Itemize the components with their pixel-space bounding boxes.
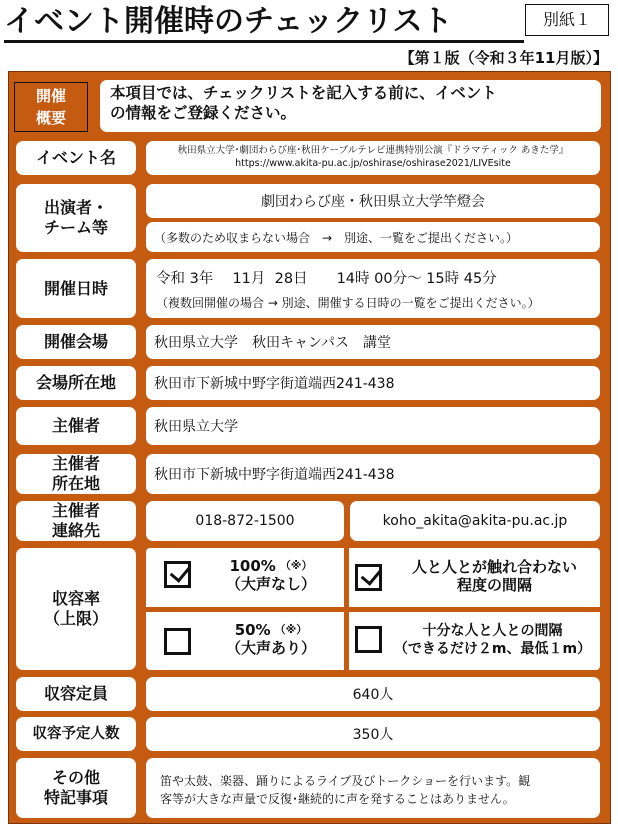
capacity-rate-label — [16, 548, 136, 670]
other-notes-label-line2: 特記事項 — [43, 788, 108, 807]
overview-label — [14, 82, 88, 132]
capacity-rate-label-line2: （上限） — [43, 609, 108, 628]
performers-label — [16, 184, 136, 252]
option-50-percent[interactable] — [146, 612, 344, 670]
option-50-percent-condition: （大声あり） — [225, 639, 316, 657]
organizer-address-label — [16, 454, 136, 494]
option-sufficient-spacing-line2: （できるだけ２m、最低１m） — [393, 641, 592, 657]
other-notes-field[interactable] — [146, 758, 600, 818]
checkbox-50-percent[interactable] — [164, 628, 191, 655]
capacity-rate-options — [146, 548, 600, 670]
event-name-value: 秋田県立大学･劇団わらび座･秋田ケーブルテレビ連携特別公演『ドラマティック あきた学』 — [177, 145, 569, 156]
organizer-email-field[interactable]: koho_akita@akita-pu.ac.jp — [350, 501, 600, 541]
venue-address-label: 会場所在地 — [16, 366, 136, 400]
performers-field[interactable]: 劇団わらび座・秋田県立大学竿燈会 — [146, 184, 600, 218]
option-50-percent-mark: （※） — [274, 623, 308, 636]
expected-attendance-label: 収容予定人数 — [16, 717, 136, 751]
option-100-percent-condition: （大声なし） — [225, 575, 316, 593]
other-notes-label-line1: その他 — [51, 768, 100, 787]
performers-label-line2: チーム等 — [43, 218, 108, 237]
organizer-address-label-line2: 所在地 — [51, 474, 100, 493]
organizer-contact-label — [16, 501, 136, 541]
venue-label: 開催会場 — [16, 325, 136, 359]
checkbox-100-percent[interactable] — [164, 561, 191, 588]
option-50-percent-value: 50% — [234, 621, 271, 639]
performers-note: （多数のため収まらない場合 → 別途、一覧をご提出ください。） — [146, 222, 600, 252]
option-no-contact-spacing[interactable] — [349, 548, 600, 607]
organizer-phone-field[interactable]: 018-872-1500 — [146, 501, 344, 541]
overview-intro-line1: 本項目では、チェックリストを記入する前に、イベント — [110, 84, 497, 102]
venue-address-field[interactable]: 秋田市下新城中野字街道端西241-438 — [146, 366, 600, 400]
organizer-address-field[interactable]: 秋田市下新城中野字街道端西241-438 — [146, 454, 600, 494]
organizer-label: 主催者 — [16, 407, 136, 445]
overview-intro-line2: の情報をご登録ください。 — [110, 104, 297, 122]
event-name-field[interactable] — [146, 141, 600, 175]
option-sufficient-spacing[interactable] — [349, 612, 600, 670]
organizer-field[interactable]: 秋田県立大学 — [146, 407, 600, 445]
organizer-contact-label-line1: 主催者 — [51, 501, 100, 520]
option-100-percent-mark: （※） — [279, 559, 313, 572]
other-notes-line1: 笛や太鼓、楽器、踊りによるライブ及びトークショーを行います。観 — [160, 774, 531, 788]
option-no-contact-spacing-line2: 程度の間隔 — [456, 576, 532, 594]
option-100-percent[interactable] — [146, 548, 344, 607]
attachment-badge: 別紙１ — [525, 4, 609, 36]
edition-label: 【第１版（令和３年11月版）】 — [399, 49, 608, 67]
date-label: 開催日時 — [16, 259, 136, 318]
date-field[interactable] — [146, 259, 600, 318]
capacity-rate-label-line1: 収容率 — [51, 589, 100, 608]
performers-label-line1: 出演者・ — [43, 198, 108, 217]
overview-label-line1: 開催 — [35, 87, 66, 105]
organizer-contact-label-line2: 連絡先 — [51, 521, 100, 540]
organizer-address-label-line1: 主催者 — [51, 454, 100, 473]
event-name-label: イベント名 — [16, 141, 136, 175]
date-note: （複数回開催の場合 → 別途、開催する日時の一覧をご提出ください。） — [156, 296, 540, 310]
event-url-value: https://www.akita-pu.ac.jp/oshirase/oshirase2021/LIVEsite — [235, 158, 511, 169]
capacity-field[interactable]: 640人 — [146, 677, 600, 711]
other-notes-label — [16, 758, 136, 818]
expected-attendance-field[interactable]: 350人 — [146, 717, 600, 751]
checkbox-no-contact-spacing[interactable] — [355, 564, 382, 591]
option-sufficient-spacing-line1: 十分な人と人との間隔 — [422, 623, 563, 639]
other-notes-line2: 客等が大きな声量で反復･継続的に声を発することはありません。 — [160, 792, 515, 806]
capacity-label: 収容定員 — [16, 677, 136, 711]
option-no-contact-spacing-line1: 人と人とが触れ合わない — [411, 558, 577, 576]
date-value: 令和 3年 11月 28日 14時 00分～ 15時 45分 — [156, 271, 497, 287]
title-underline — [4, 40, 524, 43]
page-title: イベント開催時のチェックリスト — [4, 4, 453, 39]
checkbox-sufficient-spacing[interactable] — [355, 626, 382, 653]
overview-intro — [100, 80, 601, 132]
option-100-percent-value: 100% — [229, 557, 276, 575]
overview-label-line2: 概要 — [35, 109, 66, 127]
venue-field[interactable]: 秋田県立大学 秋田キャンパス 講堂 — [146, 325, 600, 359]
